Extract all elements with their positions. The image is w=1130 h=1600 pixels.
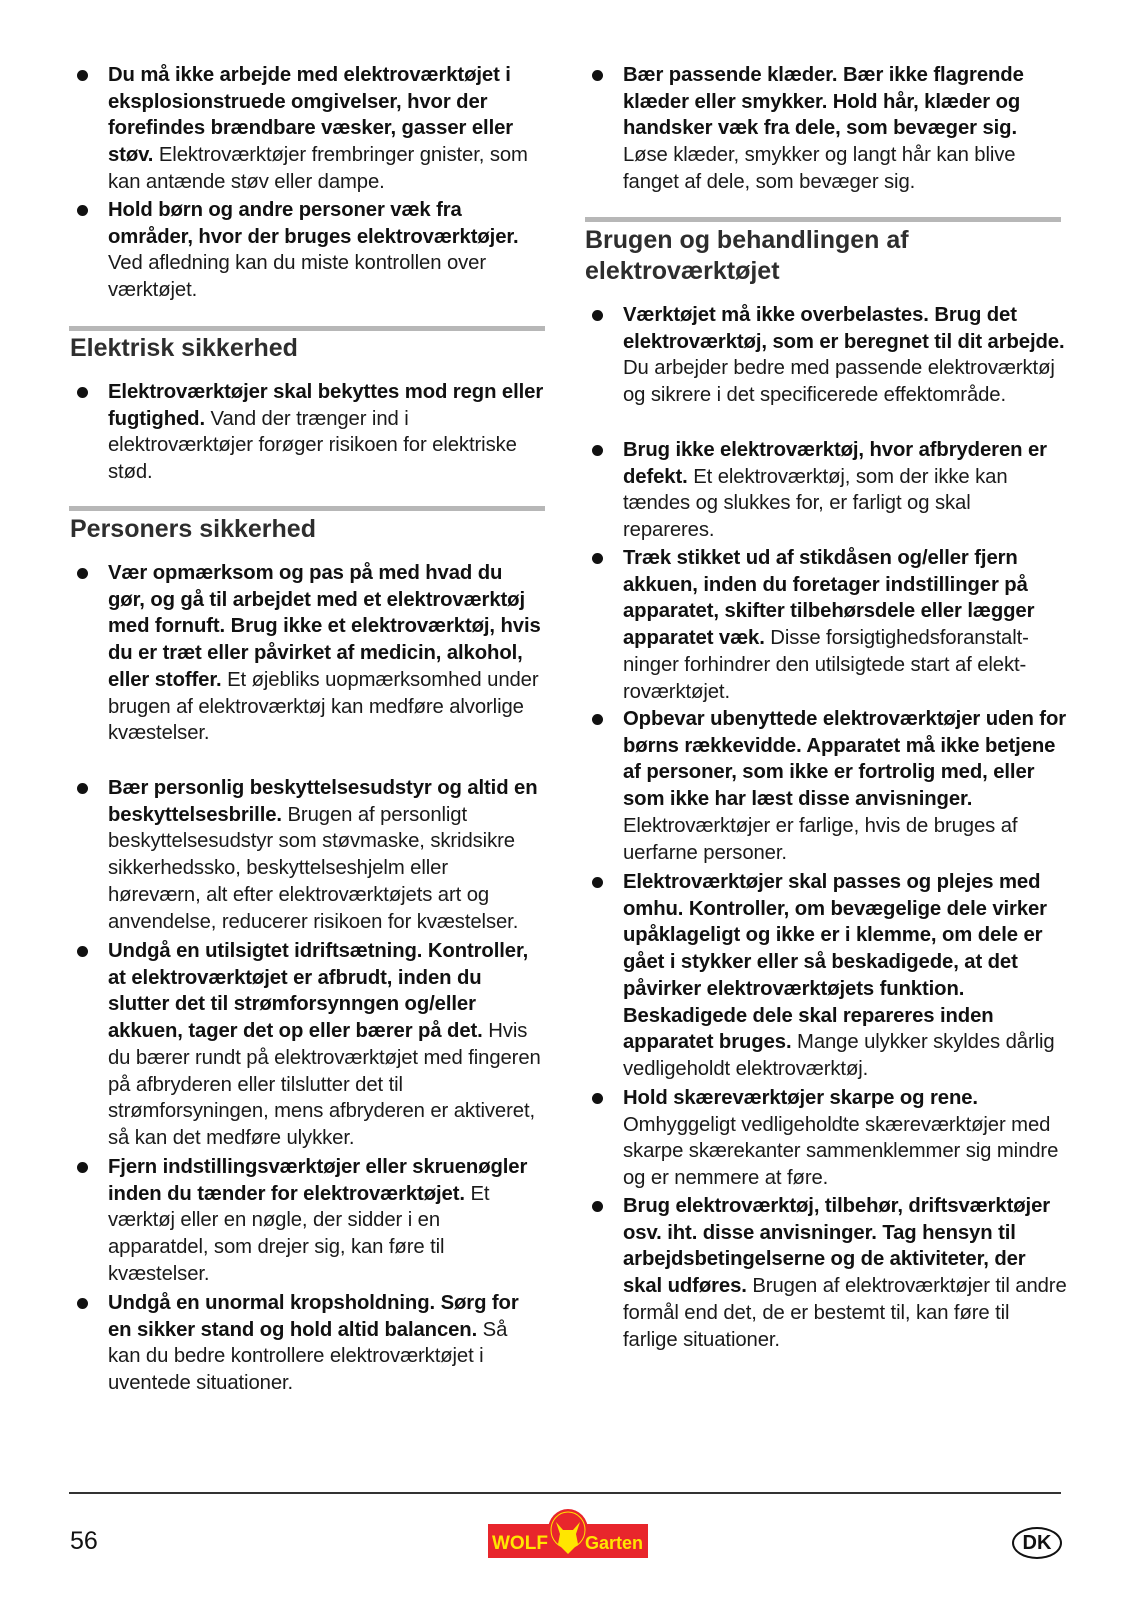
bullet-icon <box>77 946 88 957</box>
bullet-icon <box>592 70 603 81</box>
bullet-icon <box>592 445 603 456</box>
bullet-icon <box>592 714 603 725</box>
bullet-icon <box>77 1162 88 1173</box>
bullet-icon <box>592 1201 603 1212</box>
bullet-icon <box>77 70 88 81</box>
bullet-item: Vær opmærksom og pas på med hvad du gør, og gå til arbejdet med et elektroværktøj med fornuft. Brug ikke et elektroværktøj, hvis du er træt eller påvirket af medicin, alkohol, eller stoffer. Et øjebliks uopmærksomhed under brugen af elektroværktøj kan medføre alvorlige kvæstelser. <box>108 560 544 747</box>
bullet-item: Du må ikke arbejde med elektroværktøjet i eksplosionstruede omgivelser, hvor der forefindes brændbare væsker, gasser eller støv. Elektroværktøjer frembringer gnister, som kan antænde støv eller dampe. <box>108 62 544 196</box>
country-code-badge: DK <box>1012 1527 1062 1559</box>
bullet-icon <box>592 553 603 564</box>
wolf-garten-logo <box>488 1508 648 1558</box>
svg-text:Garten: Garten <box>585 1533 644 1553</box>
bullet-icon <box>77 783 88 794</box>
bullet-item: Undgå en utilsigtet idriftsætning. Kontroller, at elektroværktøjet er afbrudt, inden du slutter det til strømforsynngen og/eller akkuen, tager det op eller bærer på det. Hvis du bærer rundt på elektroværktøjet med fingeren på afbryderen eller tilslutter det til strømforsyningen, mens afbryderen er aktiveret, så kan det medføre ulykker. <box>108 938 544 1152</box>
section-heading: Brugen og behandlingen af elektroværktøjet <box>585 226 909 285</box>
svg-text:WOLF: WOLF <box>492 1533 548 1554</box>
page-number: 56 <box>70 1527 98 1555</box>
bullet-item: Brug elektroværktøj, tilbehør, driftsværktøjer osv. iht. disse anvisninger. Tag hensyn til arbejdsbetingelserne og de aktiviteter, der skal udføres. Brugen af elektroværktøjer til andre formål end det, de er bestemt til, kan føre til farlige situationer. <box>623 1193 1067 1353</box>
bullet-icon <box>592 877 603 888</box>
bullet-item: Brug ikke elektroværktøj, hvor afbryderen er defekt. Et elektroværktøj, som der ikke kan tændes og slukkes for, er farligt og skal repareres. <box>623 437 1067 544</box>
bullet-icon <box>77 1298 88 1309</box>
bullet-item: Værktøjet må ikke overbelastes. Brug det elektroværktøj, som er beregnet til dit arbejde. Du arbejder bedre med passende elektroværktøj og sikrere i det specificerede effektområde. <box>623 302 1067 409</box>
footer-divider <box>69 1492 1061 1494</box>
section-divider <box>585 217 1061 222</box>
section-heading: Elektrisk sikkerhed <box>70 334 298 362</box>
bullet-icon <box>592 310 603 321</box>
bullet-item: Hold børn og andre personer væk fra områder, hvor der bruges elektroværktøjer. Ved afledning kan du miste kontrollen over værktøjet. <box>108 197 544 304</box>
bullet-item: Fjern indstillingsværktøjer eller skruenøgler inden du tænder for elektroværktøjet. Et værktøj eller en nøgle, der sidder i en apparatdel, som drejer sig, kan føre til kvæstelser. <box>108 1154 544 1288</box>
section-divider <box>69 506 545 511</box>
bullet-item: Bær personlig beskyttelsesudstyr og altid en beskyttelsesbrille. Brugen af personligt beskyttelsesudstyr som støvmaske, skridsikre sikkerhedssko, beskyttelseshjelm eller høreværn, alt efter elektroværktøjets art og anvendelse, reducerer risikoen for kvæstelser. <box>108 775 544 935</box>
section-divider <box>69 326 545 331</box>
bullet-item: Undgå en unormal kropsholdning. Sørg for en sikker stand og hold altid balancen. Så kan du bedre kontrollere elektroværktøjet i uventede situationer. <box>108 1290 544 1397</box>
bullet-icon <box>77 387 88 398</box>
bullet-item: Hold skæreværktøjer skarpe og rene. Omhyggeligt vedligeholdte skæreværktøjer med skarpe skærekanter sammenklemmer sig mindre og er nemmere at føre. <box>623 1085 1067 1192</box>
bullet-icon <box>77 205 88 216</box>
bullet-item: Bær passende klæder. Bær ikke flagrende klæder eller smykker. Hold hår, klæder og handsker væk fra dele, som bevæger sig. Løse klæder, smykker og langt hår kan blive fanget af dele, som bevæger sig. <box>623 62 1067 196</box>
bullet-item: Træk stikket ud af stikdåsen og/eller fjern akkuen, inden du foretager indstillinger på apparatet, skifter tilbehørsdele eller lægger apparatet væk. Disse forsigtighedsforanstalt-ninger forhindrer den utilsigtede start af elekt-roværktøjet. <box>623 545 1067 705</box>
bullet-item: Opbevar ubenyttede elektroværktøjer uden for børns rækkevidde. Apparatet må ikke betjene af personer, som ikke er fortrolig med, eller som ikke har læst disse anvisninger. Elektroværktøjer er farlige, hvis de bruges af uerfarne personer. <box>623 706 1067 866</box>
bullet-item: Elektroværktøjer skal passes og plejes med omhu. Kontroller, om bevægelige dele virker upåklageligt og ikke er i klemme, om dele er gået i stykker eller så beskadigede, at det påvirker elektroværktøjets funktion. Beskadigede dele skal repareres inden apparatet bruges. Mange ulykker skyldes dårlig vedligeholdt elektroværktøj. <box>623 869 1067 1083</box>
bullet-icon <box>592 1093 603 1104</box>
bullet-item: Elektroværktøjer skal bekyttes mod regn eller fugtighed. Vand der trænger ind i elektroværktøjer forøger risikoen for elektriske stød. <box>108 379 544 486</box>
bullet-icon <box>77 568 88 579</box>
section-heading: Personers sikkerhed <box>70 515 316 543</box>
